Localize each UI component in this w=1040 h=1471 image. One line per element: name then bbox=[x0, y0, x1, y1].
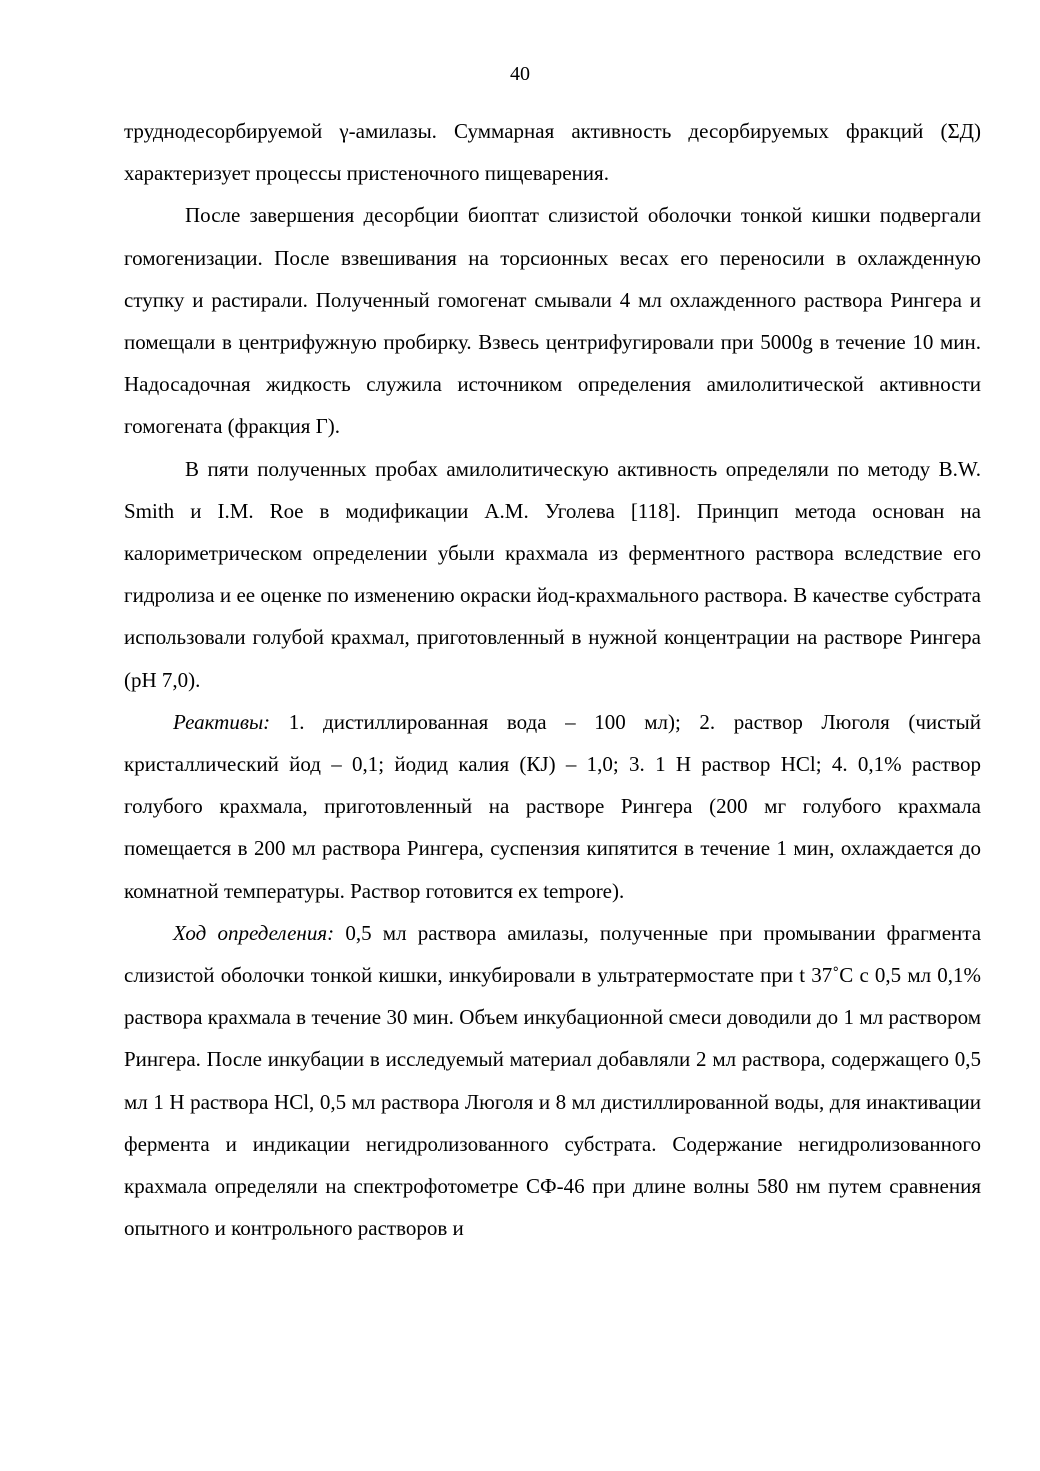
paragraph-procedure bbox=[124, 912, 981, 1250]
paragraph-1: труднодесорбируемой γ-амилазы. Суммарная активность десорбируемых фракций (ΣД) характеризует процессы пристеночного пищеварения. bbox=[124, 119, 981, 186]
reagents-text: 1. дистиллированная вода – 100 мл); 2. раствор Люголя (чистый кристаллический йод – 0,1; йодид калия (КJ) – 1,0; 3. 1 Н раствор HCl; 4. 0,1% раствор голубого крахмала, приготовленный на растворе Рингера (200 мг голубого крахмала помещается в 200 мл раствора Рингера, суспензия кипятится в течение 1 мин, охлаждается до комнатной температуры. Раствор готовится ex tempore). bbox=[124, 709, 981, 903]
paragraph-reagents bbox=[124, 701, 981, 912]
paragraph-2: После завершения десорбции биоптат слизистой оболочки тонкой кишки подвергали гомогенизации. После взвешивания на торсионных весах его переносили в охлажденную ступку и растирали. Полученный гомогенат смывали 4 мл охлажденного раствора Рингера и помещали в центрифужную пробирку. Взвесь центрифугировали при 5000g в течение 10 мин. Надосадочная жидкость служила источником определения амилолитической активности гомогената (фракция Г). bbox=[124, 203, 981, 439]
procedure-text: 0,5 мл раствора амилазы, полученные при промывании фрагмента слизистой оболочки тонкой кишки, инкубировали в ультратермостате при t 37˚С с 0,5 мл 0,1% раствора крахмала в течение 30 мин. Объем инкубационной смеси доводили до 1 мл раствором Рингера. После инкубации в исследуемый материал добавляли 2 мл раствора, содержащего 0,5 мл 1 Н раствора HCl, 0,5 мл раствора Люголя и 8 мл дистиллированной воды, для инактивации фермента и индикации негидролизованного субстрата. Содержание негидролизованного крахмала определяли на спектрофотометре СФ-46 при длине волны 580 нм путем сравнения опытного и контрольного растворов и bbox=[124, 920, 982, 1241]
document-body bbox=[124, 110, 981, 1249]
procedure-label: Ход определения: bbox=[173, 920, 335, 945]
reagents-label: Реактивы: bbox=[173, 709, 271, 734]
paragraph-3: В пяти полученных пробах амилолитическую активность определяли по методу B.W. Smith и I.M. Roe в модификации А.М. Уголева [118]. Принцип метода основан на калориметрическом определении убыли крахмала из ферментного раствора вследствие его гидролиза и ее оценке по изменению окраски йод-крахмального раствора. В качестве субстрата использовали голубой крахмал, приготовленный в нужной концентрации на растворе Рингера (pH 7,0). bbox=[124, 456, 981, 692]
page-number: 40 bbox=[510, 63, 530, 85]
